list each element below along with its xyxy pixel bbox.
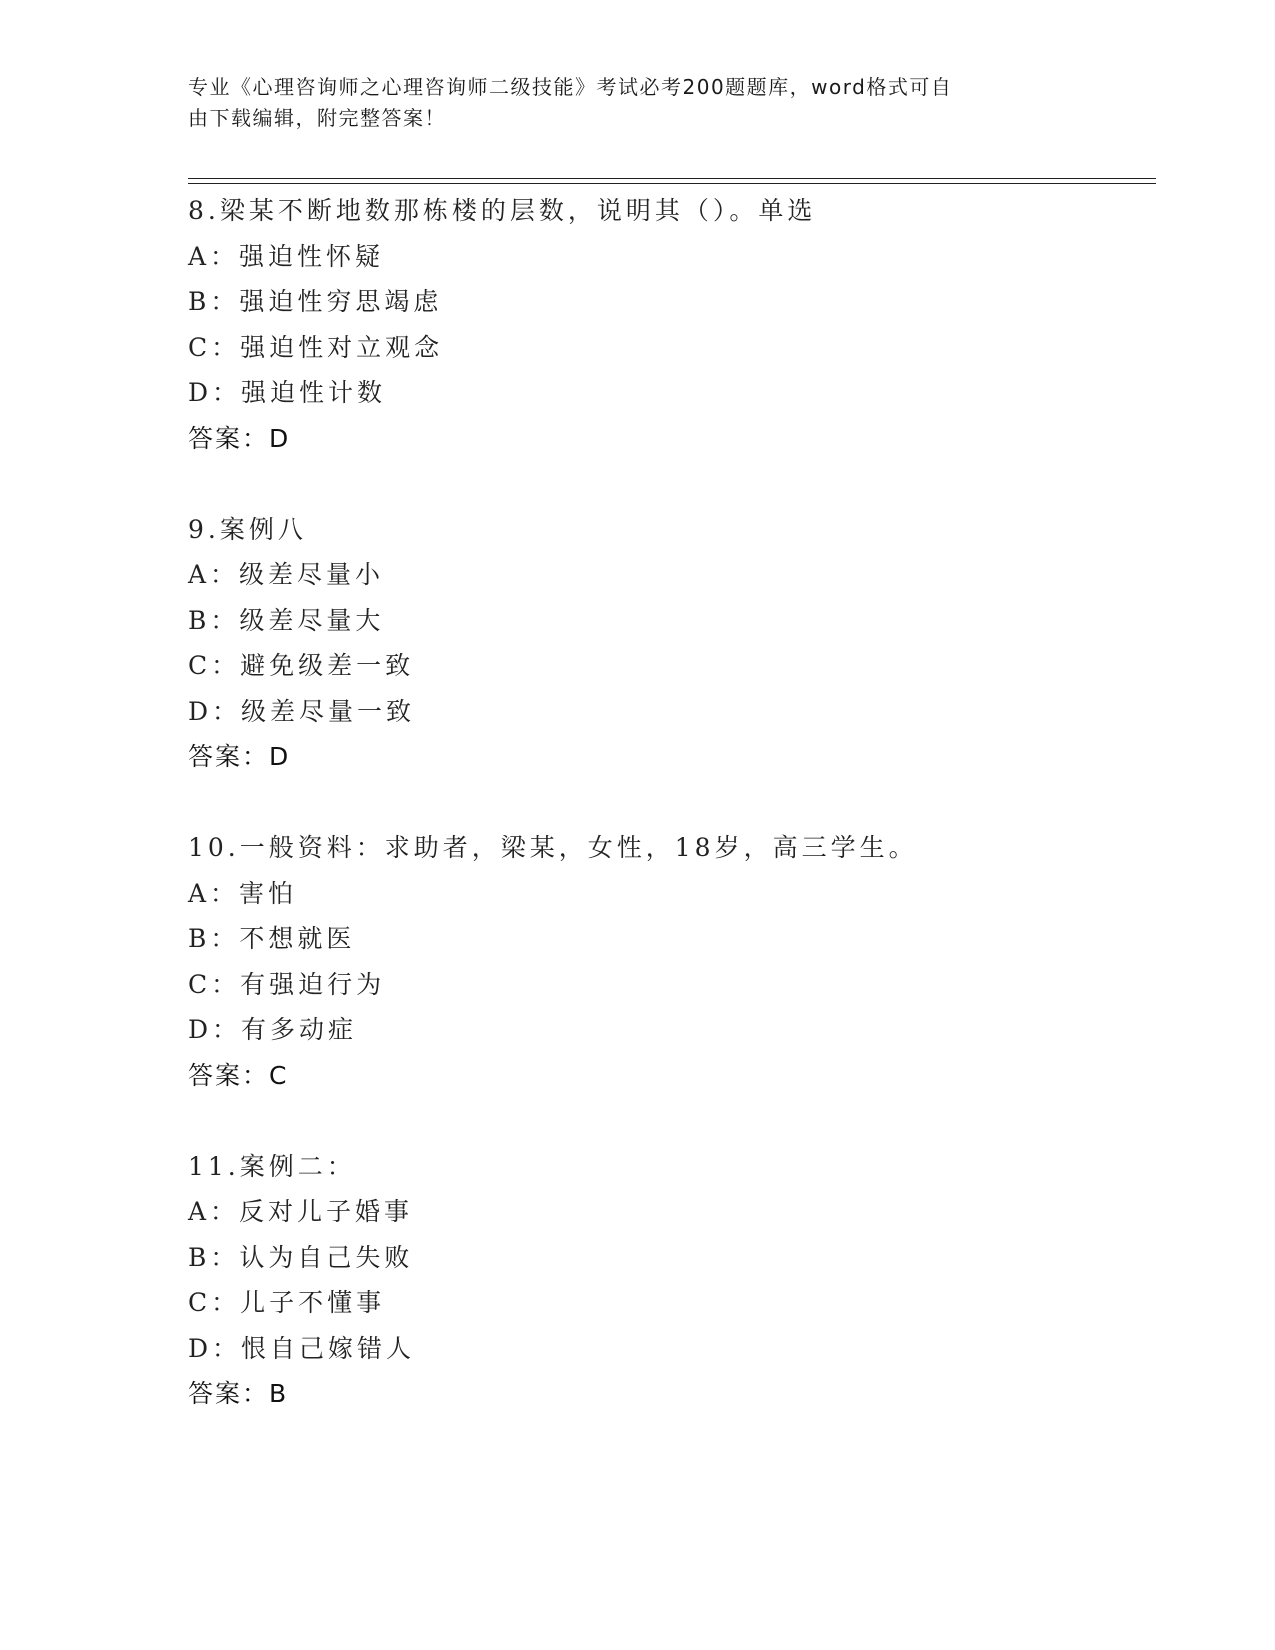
question-spacer (188, 780, 1148, 826)
option-c: C：有强迫行为 (188, 969, 386, 999)
answer: 答案：D (188, 742, 291, 771)
question-stem: 11.案例二： (188, 1151, 356, 1181)
option-c: C：儿子不懂事 (188, 1288, 386, 1317)
option-b: B：级差尽量大 (188, 605, 385, 635)
option-d: D：级差尽量一致 (188, 696, 416, 726)
answer: 答案：B (188, 1379, 289, 1408)
header-line-2: 由下载编辑，附完整答案！ (188, 106, 446, 130)
answer: 答案：D (188, 423, 291, 453)
option-d: D：恨自己嫁错人 (188, 1333, 416, 1363)
question-spacer (188, 461, 1148, 507)
question-stem: 10.一般资料：求助者，梁某，女性，18岁，高三学生。 (188, 833, 918, 862)
option-d: D：有多动症 (188, 1015, 358, 1044)
option-a: A：害怕 (188, 878, 298, 908)
question-8 (188, 188, 1148, 507)
header-divider-top (188, 178, 1156, 179)
question-9 (188, 507, 1148, 826)
option-b: B：不想就医 (188, 924, 356, 953)
option-c: C：强迫性对立观念 (188, 332, 444, 362)
option-a: A：强迫性怀疑 (188, 241, 385, 271)
question-11 (188, 1144, 1148, 1417)
question-stem: 9.案例八 (188, 514, 307, 544)
document-header (188, 72, 1068, 134)
option-b: B：认为自己失败 (188, 1242, 414, 1272)
question-10 (188, 825, 1148, 1144)
option-b: B：强迫性穷思竭虑 (188, 287, 443, 316)
header-line-1: 专业《心理咨询师之心理咨询师二级技能》考试必考200题题库，word格式可自 (188, 75, 953, 99)
answer: 答案：C (188, 1060, 289, 1090)
question-spacer (188, 1098, 1148, 1144)
header-divider-bottom (188, 183, 1156, 184)
option-d: D：强迫性计数 (188, 378, 387, 407)
option-a: A：级差尽量小 (188, 560, 385, 589)
question-stem: 8.梁某不断地数那栋楼的层数，说明其（）。单选 (188, 196, 817, 225)
option-a: A：反对儿子婚事 (188, 1197, 414, 1226)
option-c: C：避免级差一致 (188, 651, 415, 680)
question-list (188, 188, 1148, 1417)
